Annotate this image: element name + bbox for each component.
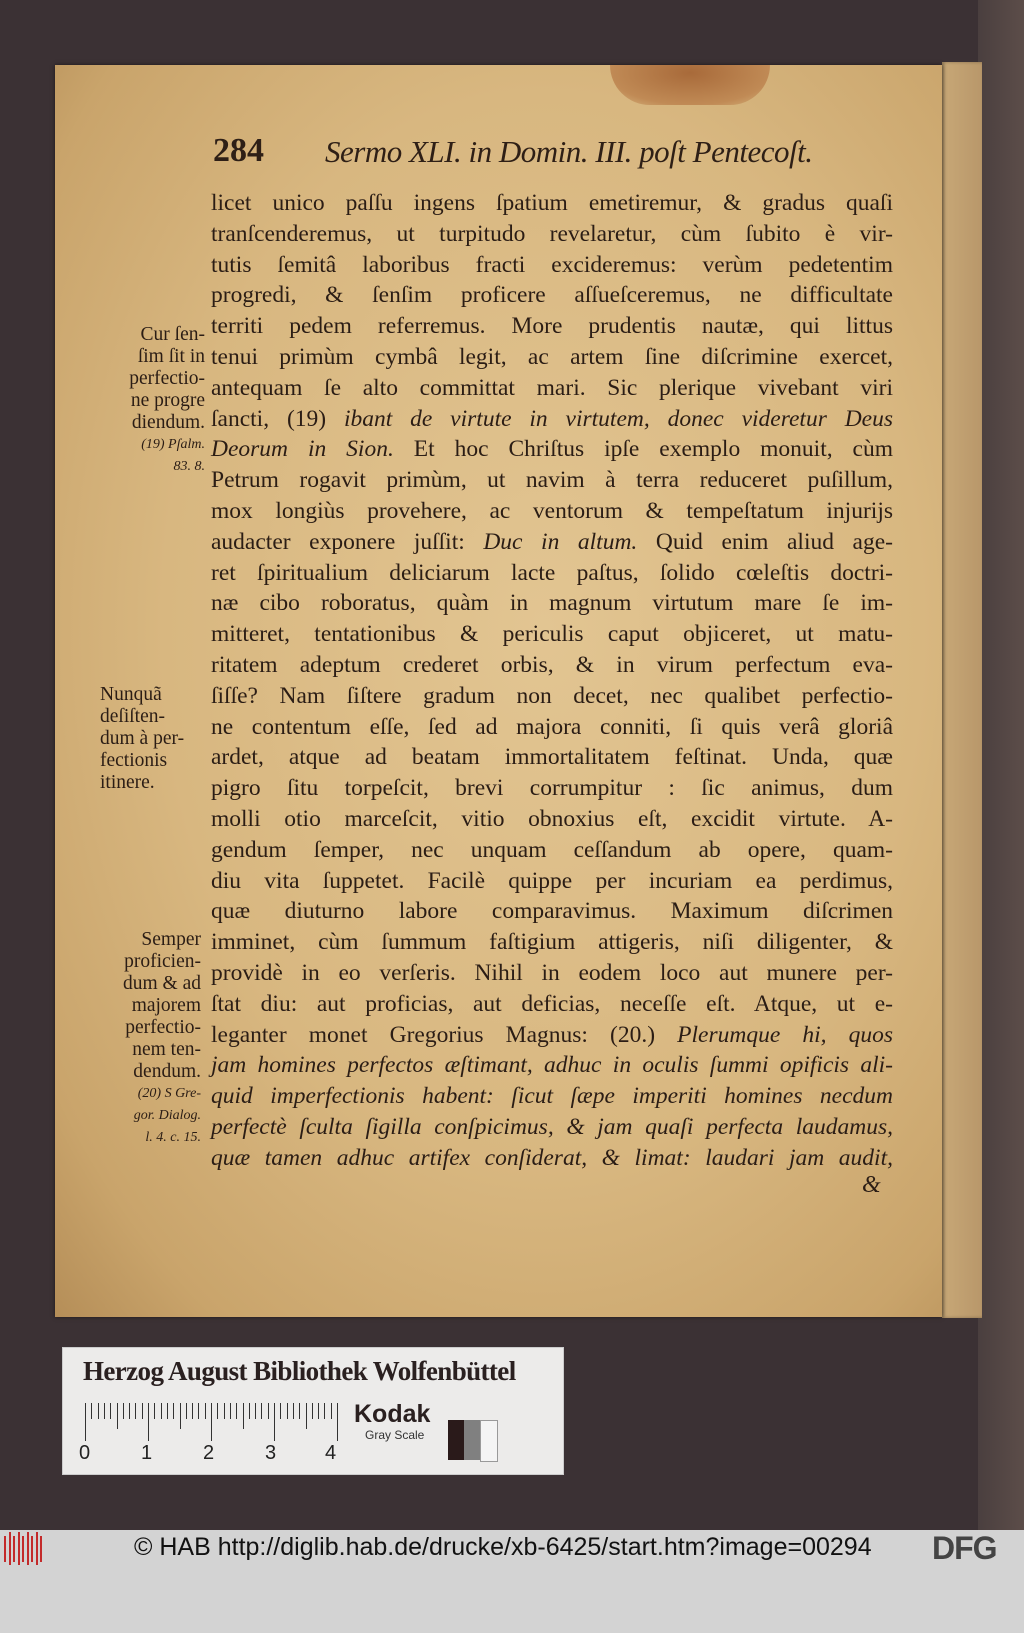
- ruler-tick: [287, 1403, 288, 1419]
- text-segment: tenui primùm cymbâ legit, ac artem ſine diſcrimine exercet,: [211, 343, 893, 370]
- text-segment: Deorum in Sion.: [211, 436, 394, 463]
- text-line: [211, 681, 893, 712]
- ruler-tick: [161, 1403, 162, 1419]
- text-segment: ſancti, (19): [211, 405, 344, 432]
- ruler-tick: [192, 1403, 193, 1419]
- ruler-tick: [148, 1403, 149, 1441]
- margin-note-line: nem ten-: [132, 1039, 201, 1060]
- ruler-tick: [337, 1403, 338, 1441]
- text-segment: ſtat diu: aut proficias, aut deficias, neceſſe eſt. Atque, ut e-: [211, 990, 893, 1017]
- text-line: [211, 650, 893, 681]
- text-line: [211, 434, 893, 465]
- ruler-tick: [98, 1403, 99, 1419]
- ruler-tick: [312, 1403, 313, 1419]
- ruler-tick: [217, 1403, 218, 1419]
- gray-swatch-mid: [464, 1420, 480, 1460]
- text-segment: ſiſſe? Nam ſiſtere gradum non decet, nec qualibet perfectio-: [211, 682, 893, 709]
- text-line: [211, 712, 893, 743]
- text-line: [211, 989, 893, 1020]
- text-segment: jam homines perfectos æſtimant, adhuc in oculis ſummi opificis ali-: [211, 1052, 893, 1079]
- library-name: Herzog August Bibliothek Wolfenbüttel: [83, 1356, 516, 1386]
- text-segment: quæ diuturno labore comparavimus. Maximum diſcrimen: [211, 898, 893, 925]
- text-segment: ret ſpiritualium deliciarum lacte paſtus, ſolido cœleſtis doctri-: [211, 559, 893, 586]
- ruler-tick: [324, 1403, 325, 1419]
- text-line: [211, 280, 893, 311]
- ruler-tick: [211, 1403, 212, 1441]
- text-segment: ibant de virtute in virtutem, donec videretur Deus: [343, 405, 893, 432]
- ruler-tick: [293, 1403, 294, 1419]
- text-line: [211, 404, 893, 435]
- margin-note-line: Semper: [141, 929, 201, 950]
- text-line: [211, 742, 893, 773]
- margin-note-line: majorem: [131, 995, 201, 1016]
- text-line: [211, 1081, 893, 1112]
- ruler-tick: [180, 1403, 181, 1429]
- margin-note-line: Cur ſen-: [140, 324, 205, 345]
- text-line: [211, 373, 893, 404]
- adjacent-page-edge: [942, 62, 982, 1318]
- running-head: Sermo XLI. in Domin. III. poſt Pentecoſt.: [325, 134, 813, 169]
- margin-note-line: itinere.: [100, 772, 155, 793]
- margin-note-line: deſiſten-: [100, 706, 165, 727]
- margin-note-line: Nunquã: [100, 684, 162, 705]
- text-line: [211, 188, 893, 219]
- margin-note-line: ne progre: [130, 390, 205, 411]
- text-segment: antequam ſe alto committat mari. Sic plerique vivebant viri: [211, 374, 893, 401]
- ruler-number: 4: [325, 1442, 337, 1464]
- text-line: [211, 1112, 893, 1143]
- text-segment: Plerumque hi, quos: [677, 1021, 893, 1048]
- gray-scale-label: Gray Scale: [365, 1428, 425, 1442]
- text-segment: imminet, cùm ſummum faſtigium attigeris, niſi diligenter, &: [211, 929, 893, 956]
- text-line: [211, 558, 893, 589]
- text-segment: providè in eo verſeris. Nihil in eodem loco aut munere per-: [211, 959, 893, 986]
- text-line: [211, 465, 893, 496]
- ruler-tick: [117, 1403, 118, 1429]
- gray-swatch-white: [480, 1420, 498, 1462]
- page-number: 284: [213, 132, 264, 169]
- margin-reference: l. 4. c. 15.: [145, 1130, 201, 1145]
- text-segment: perfectè ſculta ſigilla conſpicimus, & jam quaſi perfecta laudamus,: [211, 1113, 893, 1140]
- text-segment: leganter monet Gregorius Magnus: (20.): [211, 1021, 678, 1048]
- text-line: [211, 588, 893, 619]
- text-line: [211, 342, 893, 373]
- text-segment: quæ tamen adhuc artifex conſiderat, & limat: laudari jam audit,: [211, 1144, 893, 1171]
- margin-note-line: fectionis: [100, 750, 168, 771]
- text-line: [211, 527, 893, 558]
- margin-note-line: ſim ſit in: [137, 346, 205, 367]
- text-line: [211, 619, 893, 650]
- ruler-tick: [85, 1403, 86, 1441]
- ruler-tick: [154, 1403, 155, 1419]
- margin-note-line: dum à per-: [100, 728, 185, 749]
- margin-reference: 83. 8.: [173, 459, 205, 474]
- kodak-brand: Kodak: [354, 1400, 431, 1428]
- text-line: [211, 219, 893, 250]
- ruler-tick: [129, 1403, 130, 1419]
- ruler-tick: [249, 1403, 250, 1419]
- ruler-tick: [104, 1403, 105, 1419]
- text-line: [211, 835, 893, 866]
- ruler-tick: [167, 1403, 168, 1419]
- ruler-tick: [198, 1403, 199, 1419]
- text-line: [211, 1050, 893, 1081]
- ruler-tick: [205, 1403, 206, 1419]
- margin-note-line: proficien-: [124, 951, 201, 972]
- text-line: [211, 896, 893, 927]
- ruler-tick: [255, 1403, 256, 1419]
- margin-reference: (19) Pſalm.: [141, 437, 205, 452]
- library-color-target: [62, 1347, 564, 1475]
- margin-note-line: dendum.: [133, 1061, 201, 1082]
- text-segment: progredi, & ſenſim proficere aſſueſceremus, ne difficultate: [211, 282, 893, 309]
- background-edge: [978, 0, 1024, 1530]
- text-segment: quid imperfectionis habent: ſicut ſæpe imperiti homines necdum: [211, 1083, 893, 1110]
- ruler-tick: [110, 1403, 111, 1419]
- text-line: [211, 958, 893, 989]
- text-line: [211, 311, 893, 342]
- ruler-number: 0: [79, 1442, 91, 1464]
- ruler-number: 1: [141, 1442, 153, 1464]
- ruler-tick: [186, 1403, 187, 1419]
- ruler-tick: [135, 1403, 136, 1419]
- text-line: [211, 804, 893, 835]
- margin-note-line: dum & ad: [123, 973, 201, 994]
- ruler-tick: [91, 1403, 92, 1419]
- ruler-tick: [173, 1403, 174, 1419]
- text-segment: audacter exponere juſſit:: [211, 528, 484, 555]
- text-line: [211, 1143, 893, 1174]
- ruler-tick: [230, 1403, 231, 1419]
- margin-note-line: perfectio-: [125, 1017, 201, 1038]
- ruler-tick: [280, 1403, 281, 1419]
- margin-reference: gor. Dialog.: [133, 1108, 201, 1123]
- text-line: [211, 496, 893, 527]
- margin-note-2: [100, 684, 200, 794]
- text-segment: pigro ſitu torpeſcit, brevi corrumpitur : ſic animus, dum: [211, 775, 893, 802]
- ruler-tick: [331, 1403, 332, 1419]
- ruler-tick: [243, 1403, 244, 1429]
- ruler-tick: [142, 1403, 143, 1419]
- text-segment: mox longiùs provehere, ac ventorum & tempeſtatum injurijs: [211, 497, 893, 524]
- text-segment: ne contentum eſſe, ſed ad majora conniti, ſi quis verâ gloriâ: [211, 713, 893, 740]
- ruler-tick: [274, 1403, 275, 1441]
- text-segment: mitteret, tentationibus & periculis caput objiceret, ut matu-: [211, 621, 893, 648]
- copyright-url[interactable]: © HAB http://diglib.hab.de/drucke/xb-6425/start.htm?image=00294: [134, 1533, 872, 1561]
- text-line: [211, 250, 893, 281]
- margin-note-line: diendum.: [131, 412, 205, 433]
- gray-swatch-black: [448, 1420, 464, 1460]
- catchword: &: [862, 1172, 881, 1198]
- text-segment: Et hoc Chriſtus ipſe exemplo monuit, cùm: [393, 436, 893, 463]
- text-segment: ardet, atque ad beatam immortalitatem feſtinat. Unda, quæ: [211, 744, 893, 771]
- text-segment: tutis ſemitâ laboribus fracti excideremus: verùm pedetentim: [211, 251, 893, 278]
- footer-bar: [0, 1530, 1024, 1633]
- margin-reference: (20) S Gre-: [137, 1086, 201, 1101]
- ruler-tick: [236, 1403, 237, 1419]
- text-line: [211, 927, 893, 958]
- ruler-number: 2: [203, 1442, 215, 1464]
- text-segment: Duc in altum.: [483, 528, 638, 555]
- ruler-number: 3: [265, 1442, 277, 1464]
- text-segment: licet unico paſſu ingens ſpatium emetiremur, & gradus quaſi: [211, 190, 893, 216]
- text-segment: Quid enim aliud age-: [637, 528, 893, 555]
- margin-note-line: perfectio-: [129, 368, 205, 389]
- page-stain: [610, 65, 770, 105]
- text-line: [211, 866, 893, 897]
- ruler-tick: [261, 1403, 262, 1419]
- ruler-tick: [299, 1403, 300, 1419]
- ruler-tick: [268, 1403, 269, 1419]
- text-segment: diu vita ſuppetet. Facilè quippe per incuriam ea perdimus,: [211, 867, 893, 894]
- margin-note-3: [96, 929, 201, 1149]
- dfg-logo: DFG: [932, 1530, 997, 1566]
- text-line: [211, 1020, 893, 1051]
- text-segment: næ cibo roboratus, quàm in magnum virtutum mare ſe im-: [211, 590, 893, 617]
- main-text: [211, 188, 893, 1174]
- text-segment: ritatem adeptum crederet orbis, & in virum perfectum eva-: [211, 651, 893, 678]
- scale-ruler: [85, 1403, 349, 1448]
- text-segment: gendum ſemper, nec unquam ceſſandum ab opere, quam-: [211, 836, 893, 863]
- ruler-tick: [318, 1403, 319, 1419]
- text-segment: territi pedem referremus. More prudentis nautæ, qui littus: [211, 313, 893, 340]
- text-line: [211, 773, 893, 804]
- text-segment: molli otio marceſcit, vitio obnoxius eſt, excidit virtute. A-: [211, 805, 893, 832]
- text-segment: tranſcenderemus, ut turpitudo revelaretur, cùm ſubito è vir-: [211, 220, 893, 247]
- ruler-tick: [224, 1403, 225, 1419]
- ruler-tick: [123, 1403, 124, 1419]
- margin-note-1: [100, 324, 205, 478]
- text-segment: Petrum rogavit primùm, ut navim à terra reduceret puſillum,: [211, 467, 893, 494]
- hab-logo-icon: [4, 1532, 46, 1565]
- ruler-tick: [306, 1403, 307, 1429]
